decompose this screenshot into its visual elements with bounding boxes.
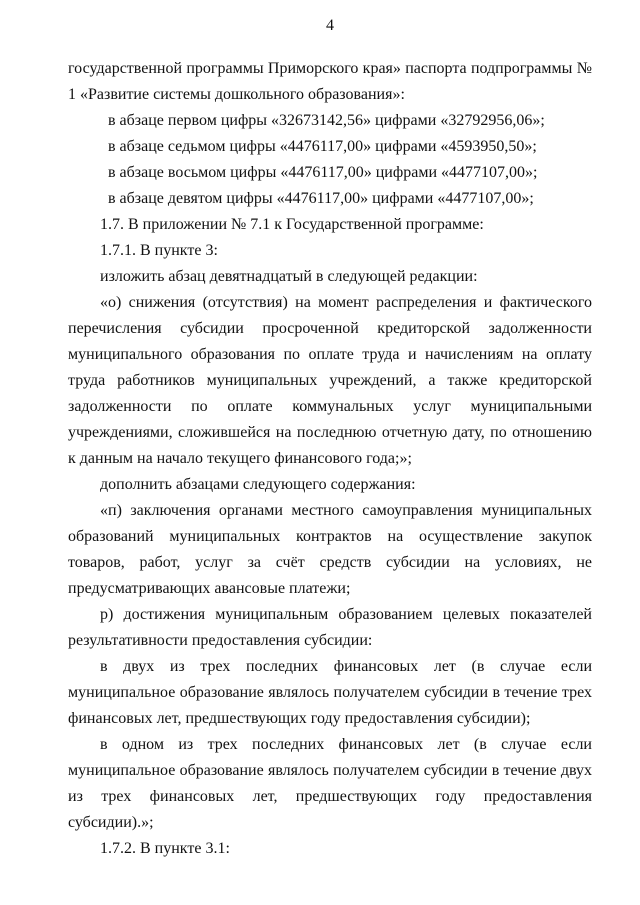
paragraph-amendment-ninth: в абзаце девятом цифры «4476117,00» цифрами «4477107,00»; bbox=[108, 190, 534, 207]
paragraph-instruction-nineteenth: изложить абзац девятнадцатый в следующей редакции: bbox=[100, 268, 478, 285]
paragraph-one-of-three: в одном из трех последних финансовых лет (в случае если муниципальное образование являлось получателем субсидии в течение двух из трех финансовых лет, предшествующих году предоставления субсидии).»; bbox=[68, 736, 592, 831]
paragraph-amendment-seventh: в абзаце седьмом цифры «4476117,00» цифрами «4593950,50»; bbox=[108, 138, 537, 155]
paragraph-amendment-eighth: в абзаце восьмом цифры «4476117,00» цифрами «4477107,00»; bbox=[108, 164, 538, 181]
paragraph-section-1-7-2: 1.7.2. В пункте 3.1: bbox=[100, 840, 230, 857]
page-number: 4 bbox=[326, 17, 334, 34]
paragraph-clause-r: р) достижения муниципальным образованием целевых показателей результативности предоставления субсидии: bbox=[68, 606, 592, 649]
paragraph-amendment-first: в абзаце первом цифры «32673142,56» цифрами «32792956,06»; bbox=[108, 112, 545, 129]
paragraph-continuation: государственной программы Приморского края» паспорта подпрограммы № 1 «Развитие системы дошкольного образования»: bbox=[68, 60, 592, 103]
paragraph-two-of-three: в двух из трех последних финансовых лет (в случае если муниципальное образование являлось получателем субсидии в течение трех финансовых лет, предшествующих году предоставления субсидии); bbox=[68, 658, 592, 727]
paragraph-section-1-7: 1.7. В приложении № 7.1 к Государственной программе: bbox=[100, 216, 484, 233]
paragraph-clause-o: «о) снижения (отсутствия) на момент распределения и фактического перечисления субсидии просроченной кредиторской задолженности муниципального образования по оплате труда и начислениям на оплату труда работников муниципальных учреждений, а также кредиторской задолженности по оплате коммунальных услуг муниципальными учреждениями, сложившейся на последнюю отчетную дату, по отношению к данным на начало текущего финансового года;»; bbox=[68, 294, 592, 467]
document-body bbox=[68, 56, 592, 862]
paragraph-section-1-7-1: 1.7.1. В пункте 3: bbox=[100, 242, 218, 259]
paragraph-clause-p: «п) заключения органами местного самоуправления муниципальных образований муниципальных контрактов на осуществление закупок товаров, работ, услуг за счёт средств субсидии на условиях, не предусматривающих авансовые платежи; bbox=[68, 502, 592, 597]
paragraph-instruction-supplement: дополнить абзацами следующего содержания: bbox=[100, 476, 416, 493]
